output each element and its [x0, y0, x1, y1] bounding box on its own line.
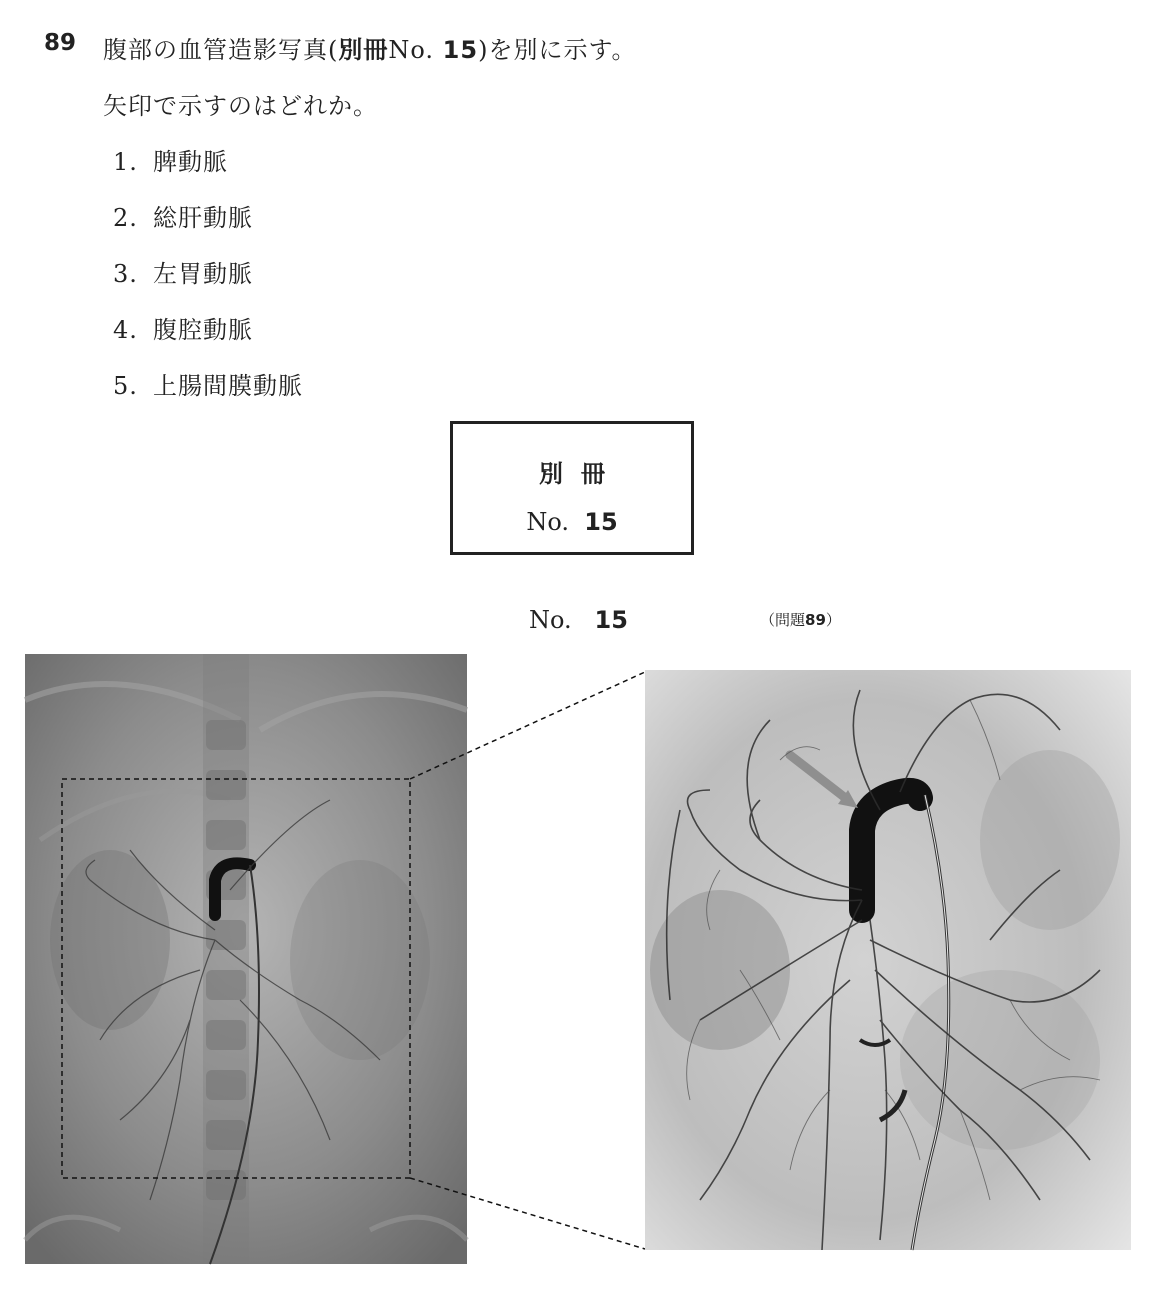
option-text: 総肝動脈: [153, 204, 253, 232]
question-stem-line2: 矢印で示すのはどれか。: [103, 92, 378, 120]
option-2: [113, 198, 253, 233]
option-text: 脾動脈: [153, 148, 228, 176]
bessatsu-number: [453, 508, 691, 536]
bessatsu-title: 別冊: [539, 460, 623, 488]
stem-number-bold: 15: [442, 36, 479, 64]
option-1: [113, 142, 228, 177]
stem-text-c: )を別に示す。: [478, 36, 637, 64]
option-number: 2.: [113, 204, 138, 232]
figure-no-prefix: No.: [529, 606, 572, 634]
question-stem-line1: [103, 30, 637, 65]
option-text: 左胃動脈: [153, 260, 253, 288]
stem-bessatsu-bold: 別冊: [338, 36, 389, 64]
ref-label: 問題: [775, 611, 806, 629]
overview-xray-image: [25, 654, 467, 1264]
zoomed-angiography-image: [645, 670, 1131, 1250]
figure-question-ref: [760, 609, 841, 630]
bessatsu-reference-box: [450, 421, 694, 555]
bessatsu-no-value: 15: [584, 508, 618, 536]
stem-text-a: 腹部の血管造影写真(: [103, 36, 339, 64]
option-number: 1.: [113, 148, 138, 176]
option-3: [113, 254, 253, 289]
figure-no-value: 15: [594, 606, 628, 634]
ref-close-paren: ）: [825, 611, 841, 629]
option-number: 3.: [113, 260, 138, 288]
angiography-figure: [0, 640, 1156, 1280]
ref-number: 89: [805, 611, 826, 629]
ref-open-paren: （: [760, 611, 776, 629]
figure-number: [529, 606, 628, 634]
option-5: [113, 366, 303, 401]
question-number: 89: [44, 30, 77, 56]
option-text: 上腸間膜動脈: [153, 372, 303, 400]
option-number: 5.: [113, 372, 138, 400]
stem-text-no: No.: [388, 36, 443, 64]
option-text: 腹腔動脈: [153, 316, 253, 344]
bessatsu-no-prefix: No.: [526, 508, 569, 536]
option-number: 4.: [113, 316, 138, 344]
option-4: [113, 310, 253, 345]
